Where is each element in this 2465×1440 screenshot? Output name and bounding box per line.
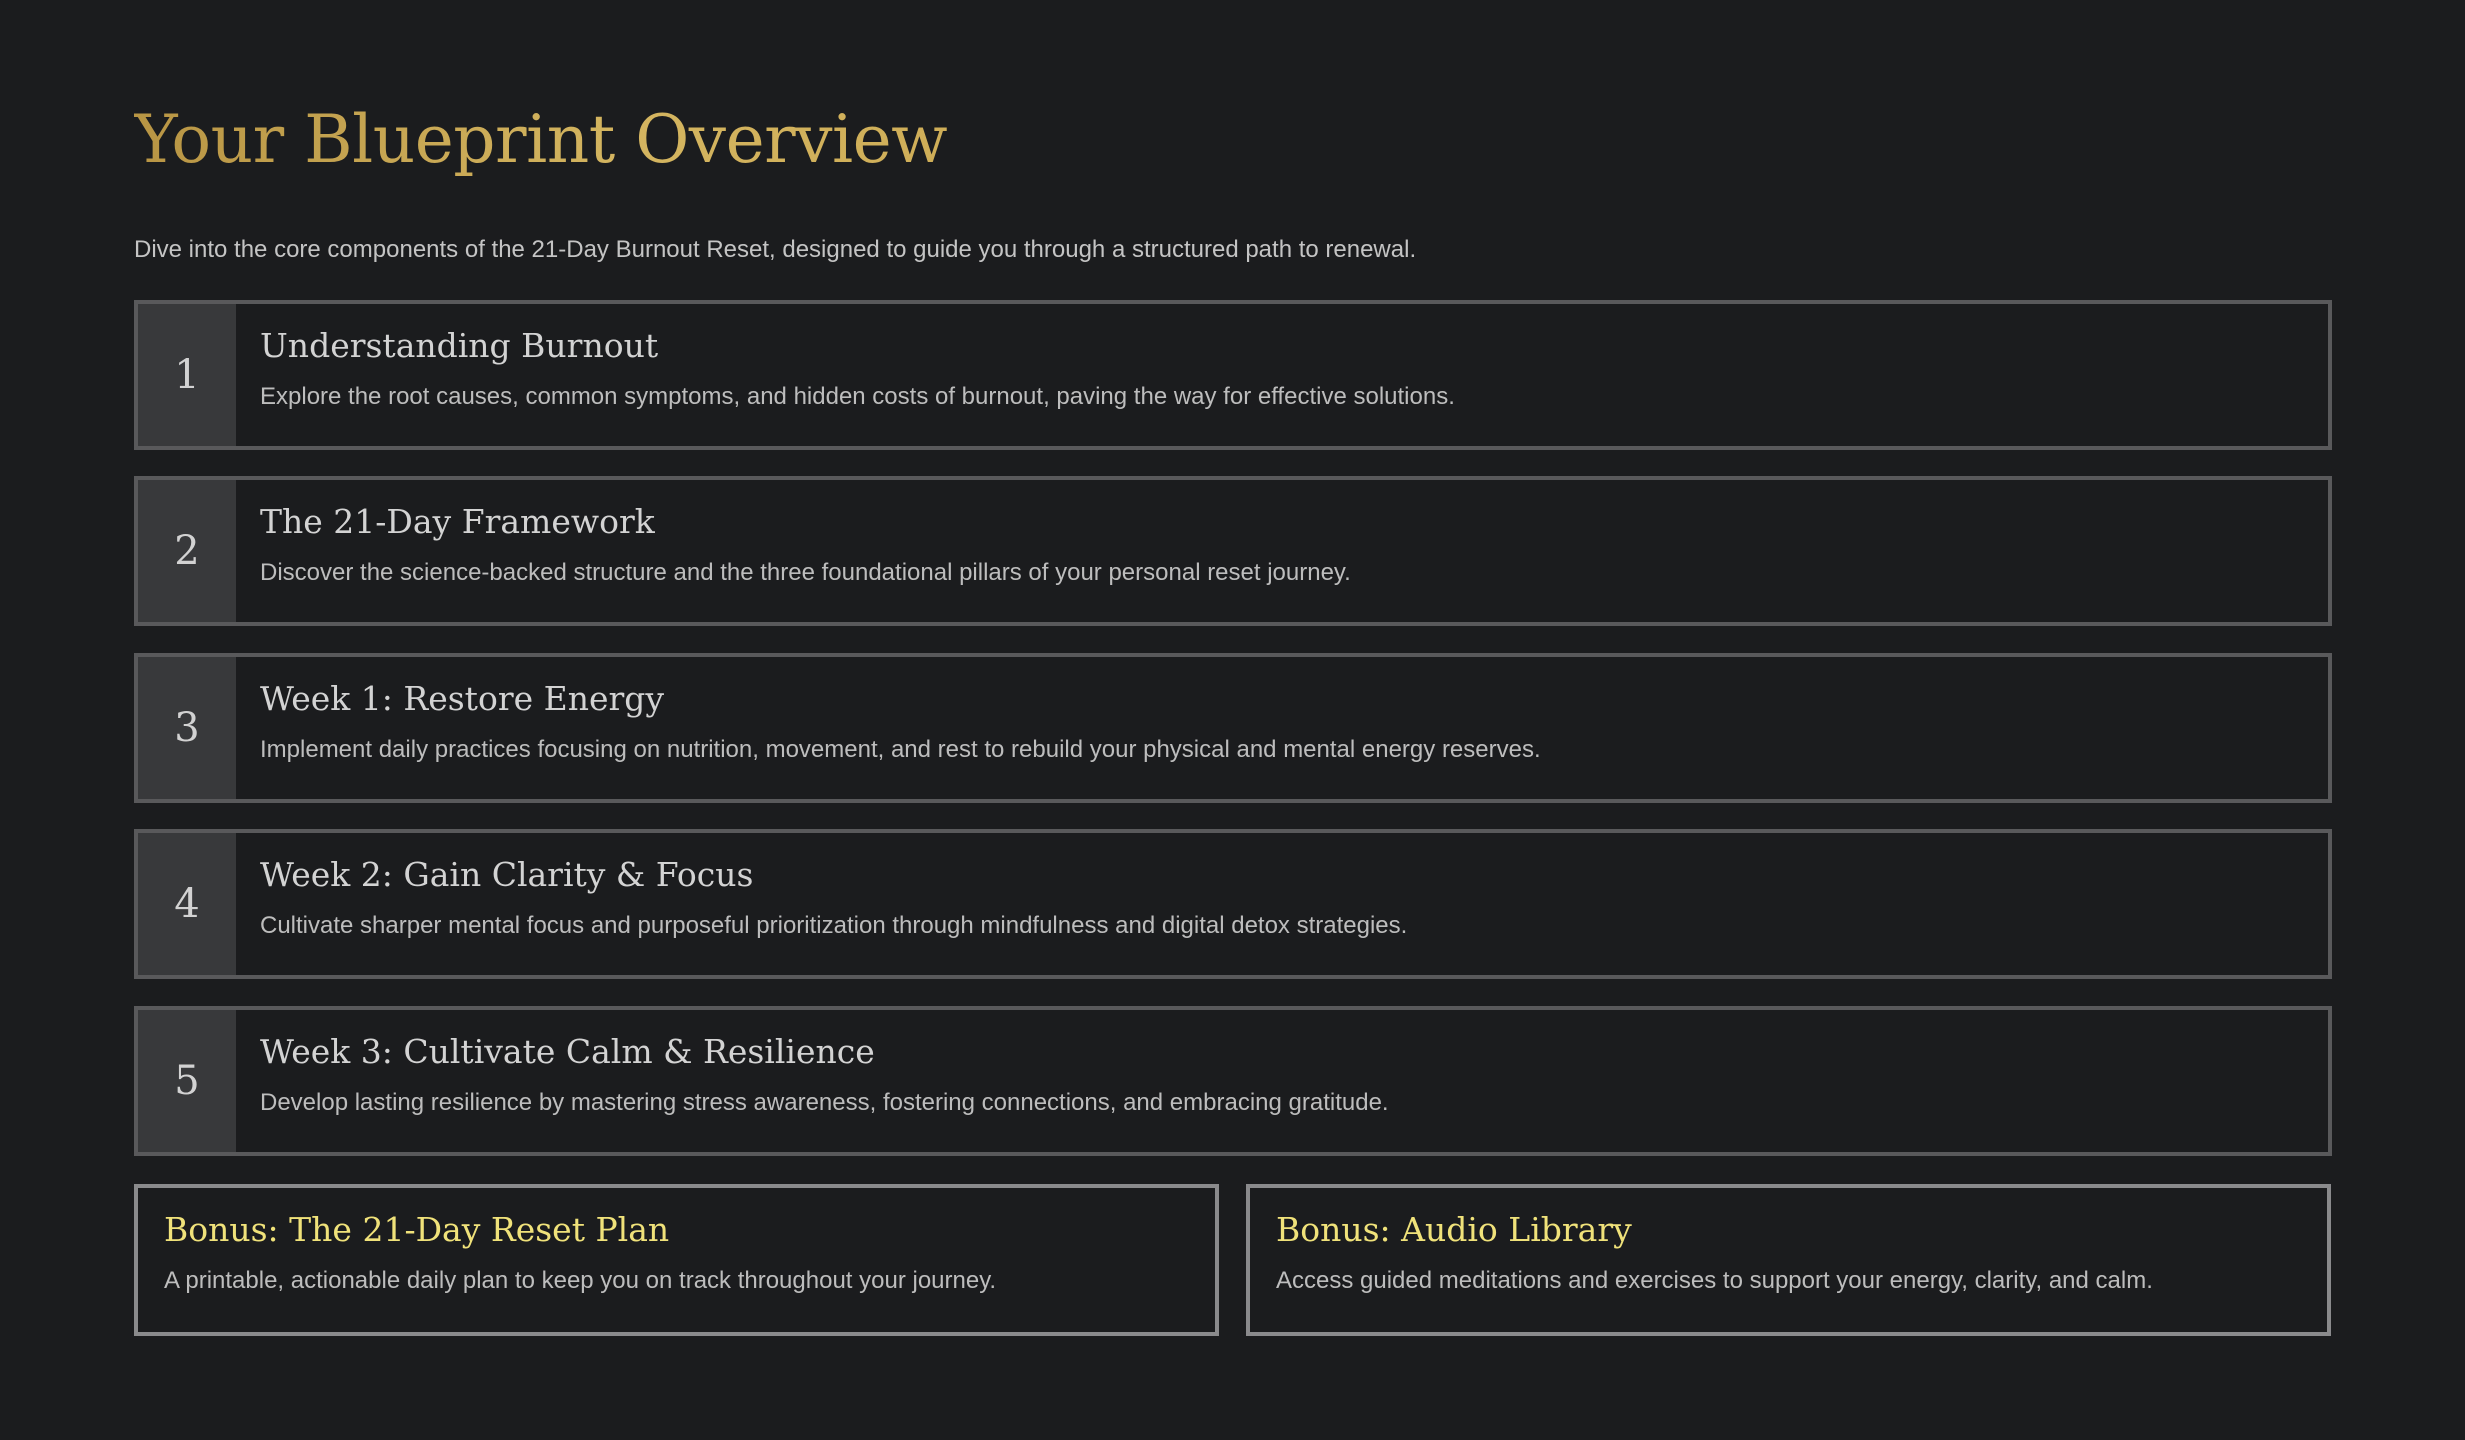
module-description: Explore the root causes, common symptoms, and hidden costs of burnout, paving the way for effective solutions. xyxy=(260,383,1455,410)
module-description: Develop lasting resilience by mastering stress awareness, fostering connections, and embracing gratitude. xyxy=(260,1089,1389,1116)
module-description: Cultivate sharper mental focus and purposeful prioritization through mindfulness and digital detox strategies. xyxy=(260,912,1408,939)
module-number: 2 xyxy=(138,480,236,622)
module-number: 1 xyxy=(138,304,236,446)
page-intro: Dive into the core components of the 21-Day Burnout Reset, designed to guide you through a structured path to renewal. xyxy=(134,236,1417,263)
module-card-2[interactable] xyxy=(134,476,2332,626)
bonus-card-audio-library[interactable] xyxy=(1246,1184,2331,1336)
module-description: Implement daily practices focusing on nutrition, movement, and rest to rebuild your physical and mental energy reserves. xyxy=(260,736,1541,763)
bonus-title: Bonus: Audio Library xyxy=(1276,1210,1632,1249)
module-title: Week 3: Cultivate Calm & Resilience xyxy=(260,1032,875,1071)
module-title: Week 2: Gain Clarity & Focus xyxy=(260,855,754,894)
bonus-title: Bonus: The 21-Day Reset Plan xyxy=(164,1210,670,1249)
bonus-description: A printable, actionable daily plan to keep you on track throughout your journey. xyxy=(164,1267,997,1294)
module-title: The 21-Day Framework xyxy=(260,502,655,541)
module-number: 5 xyxy=(138,1010,236,1152)
module-title: Week 1: Restore Energy xyxy=(260,679,665,718)
bonus-description: Access guided meditations and exercises to support your energy, clarity, and calm. xyxy=(1276,1267,2153,1294)
module-card-5[interactable] xyxy=(134,1006,2332,1156)
bonus-card-reset-plan[interactable] xyxy=(134,1184,1219,1336)
module-card-1[interactable] xyxy=(134,300,2332,450)
module-title: Understanding Burnout xyxy=(260,326,659,365)
module-number: 4 xyxy=(138,833,236,975)
module-description: Discover the science-backed structure and the three foundational pillars of your personal reset journey. xyxy=(260,559,1351,586)
module-card-3[interactable] xyxy=(134,653,2332,803)
page-title: Your Blueprint Overview xyxy=(134,98,947,182)
module-number: 3 xyxy=(138,657,236,799)
module-card-4[interactable] xyxy=(134,829,2332,979)
